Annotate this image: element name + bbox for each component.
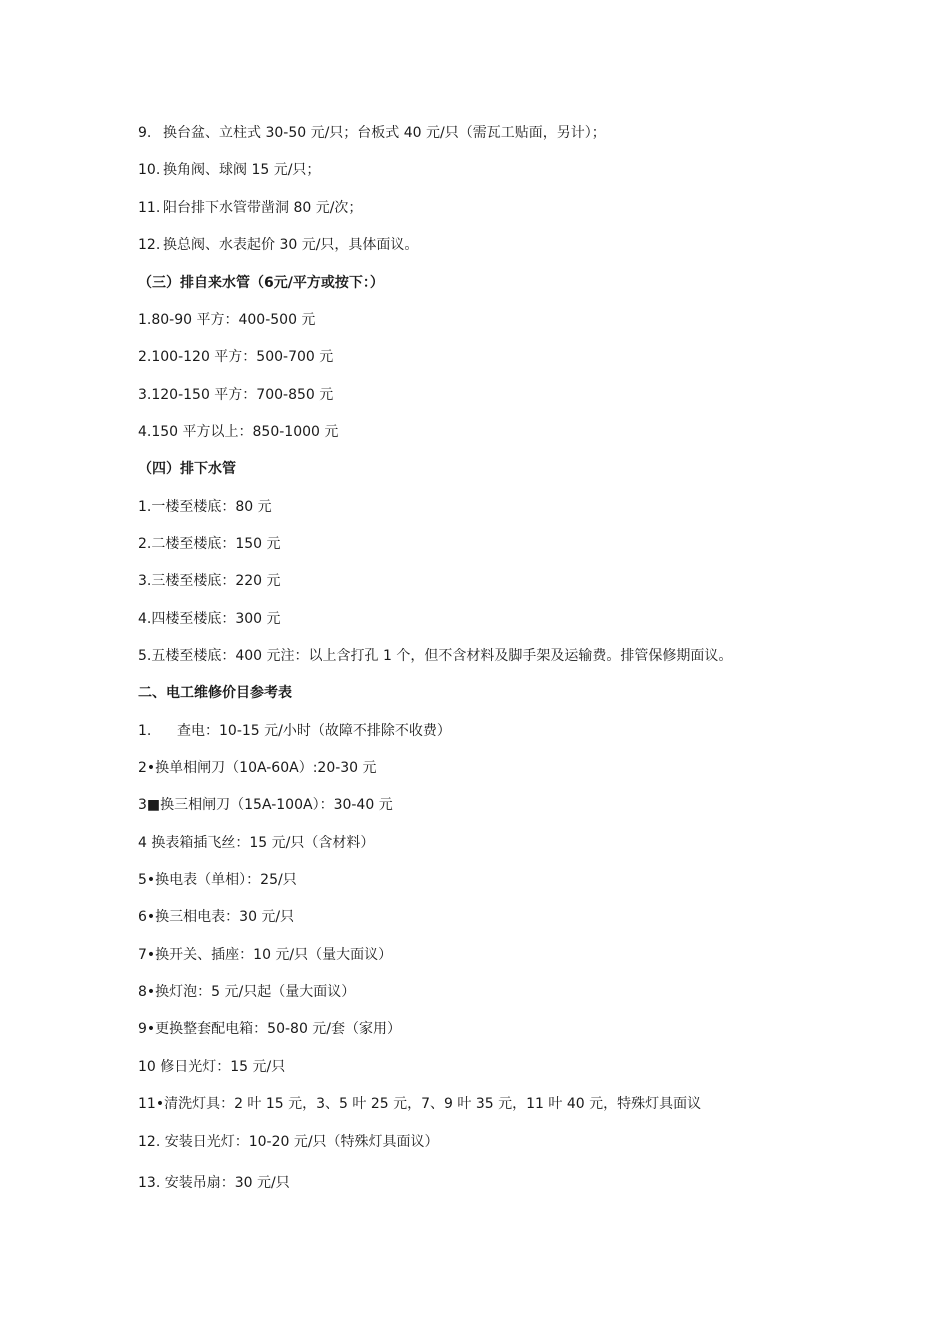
list-item <box>138 722 451 740</box>
list-item: 5•换电表（单相）：25/只 <box>138 872 297 888</box>
list-item: 11•清洗灯具：2 叶 15 元，3、5 叶 25 元，7、9 叶 35 元，11 叶 40 元，特殊灯具面议 <box>138 1096 702 1112</box>
list-item: 3■换三相闸刀（15A-100A）：30-40 元 <box>138 797 393 813</box>
item-number: 10. <box>138 162 161 178</box>
list-item: 3.120-150 平方：700-850 元 <box>138 387 334 403</box>
item-number: 9. <box>138 125 152 141</box>
list-item: 7•换开关、插座：10 元/只（量大面议） <box>138 947 393 963</box>
item-text: 阳台排下水管带凿洞 80 元/次； <box>163 200 363 216</box>
section-heading: （四）排下水管 <box>138 461 236 477</box>
list-item <box>138 124 606 142</box>
section-heading: 二、电工维修价目参考表 <box>138 685 292 701</box>
list-item: 6•换三相电表：30 元/只 <box>138 909 295 925</box>
list-item: 2.100-120 平方：500-700 元 <box>138 349 334 365</box>
list-item: 13. 安装吊扇：30 元/只 <box>138 1175 290 1191</box>
list-item <box>138 236 418 254</box>
list-item: 4.150 平方以上：850-1000 元 <box>138 424 339 440</box>
list-item: 9•更换整套配电箱：50-80 元/套（家用） <box>138 1021 402 1037</box>
item-number: 11. <box>138 200 161 216</box>
list-item <box>138 199 362 217</box>
list-item: 12. 安装日光灯：10-20 元/只（特殊灯具面议） <box>138 1134 439 1150</box>
list-item: 2•换单相闸刀（10A-60A）:20-30 元 <box>138 760 377 776</box>
item-number: 12. <box>138 237 161 253</box>
section-heading: （三）排自来水管（6元/平方或按下：） <box>138 275 384 291</box>
list-item: 10 修日光灯：15 元/只 <box>138 1059 286 1075</box>
item-text: 查电：10-15 元/小时（故障不排除不收费） <box>177 723 451 739</box>
list-item: 3.三楼至楼底：220 元 <box>138 573 281 589</box>
item-text: 换台盆、立柱式 30-50 元/只；台板式 40 元/只（需瓦工贴面，另计）； <box>163 125 606 141</box>
list-item: 1.80-90 平方：400-500 元 <box>138 312 316 328</box>
item-number: 1. <box>138 723 152 739</box>
item-text: 换总阀、水表起价 30 元/只，具体面议。 <box>163 237 419 253</box>
list-item: 2.二楼至楼底：150 元 <box>138 536 281 552</box>
list-item: 4.四楼至楼底：300 元 <box>138 611 281 627</box>
list-item: 5.五楼至楼底：400 元注：以上含打孔 1 个，但不含材料及脚手架及运输费。排管保修期面议。 <box>138 648 733 664</box>
list-item: 1.一楼至楼底：80 元 <box>138 499 272 515</box>
list-item <box>138 161 320 179</box>
list-item: 4 换表箱插飞丝：15 元/只（含材料） <box>138 835 375 851</box>
list-item: 8•换灯泡：5 元/只起（量大面议） <box>138 984 356 1000</box>
item-text: 换角阀、球阀 15 元/只； <box>163 162 321 178</box>
